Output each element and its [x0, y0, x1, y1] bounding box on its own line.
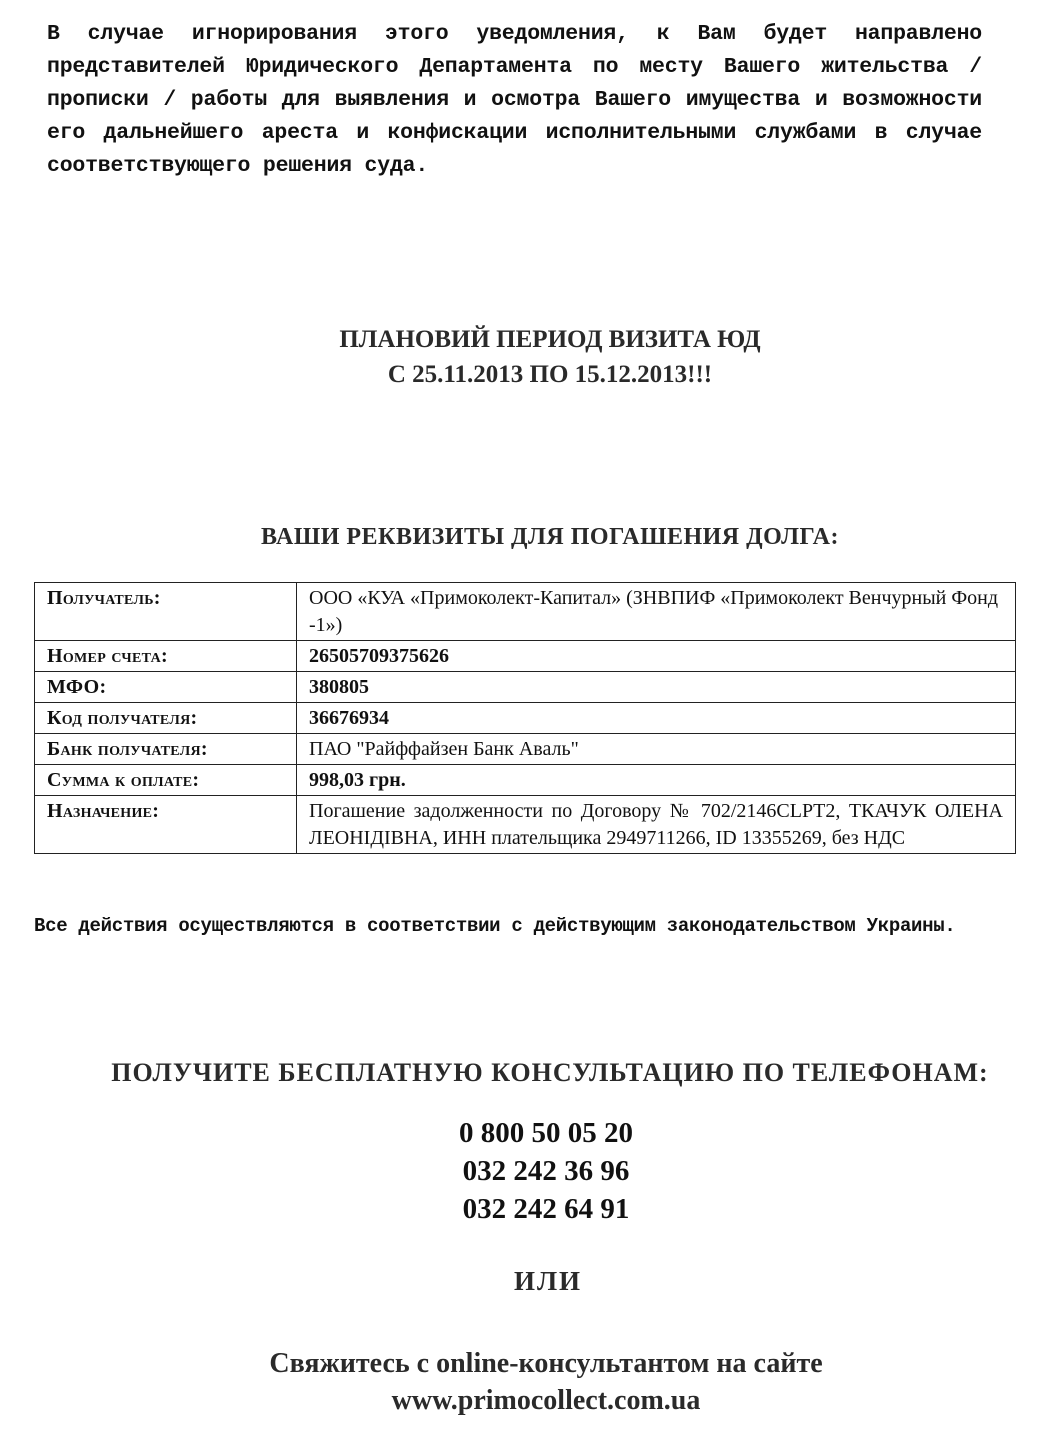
phone-number: 032 242 64 91 — [462, 1193, 630, 1225]
purpose-value: Погашение задолженности по Договору № 702/2146CLPT2, ТКАЧУК ОЛЕНА ЛЕОНІДІВНА, ИНН плательщика 2949711266, ID 13355269, без НДС — [297, 796, 1016, 854]
account-number-label: Номер счета: — [35, 641, 297, 672]
recipient-value: ООО «КУА «Примоколект-Капитал» (ЗНВПИФ «Примоколект Венчурный Фонд -1») — [297, 583, 1016, 641]
table-row — [35, 703, 1016, 734]
recipient-bank-label: Банк получателя: — [35, 734, 297, 765]
mfo-label: МФО: — [35, 672, 297, 703]
recipient-code-label: Код получателя: — [35, 703, 297, 734]
legal-notice: Все действия осуществляются в соответствии с действующим законодательством Украины. — [34, 915, 956, 937]
website-link: www.primocollect.com.ua — [391, 1385, 701, 1416]
table-row — [35, 765, 1016, 796]
recipient-code-value: 36676934 — [297, 703, 1016, 734]
table-row — [35, 641, 1016, 672]
online-consultant — [0, 1345, 1059, 1419]
account-number-value: 26505709375626 — [297, 641, 1016, 672]
mfo-value: 380805 — [297, 672, 1016, 703]
table-row — [35, 583, 1016, 641]
table-row — [35, 796, 1016, 854]
recipient-bank-value: ПАО "Райффайзен Банк Аваль" — [297, 734, 1016, 765]
phone-list — [0, 1114, 1059, 1228]
or-separator: ИЛИ — [513, 1266, 583, 1296]
phone-number: 0 800 50 05 20 — [459, 1117, 633, 1149]
phone-number: 032 242 36 96 — [462, 1155, 630, 1187]
purpose-label: Назначение: — [35, 796, 297, 854]
amount-label: Сумма к оплате: — [35, 765, 297, 796]
table-row — [35, 734, 1016, 765]
visit-period-dates: С 25.11.2013 ПО 15.12.2013!!! — [387, 361, 713, 388]
requisites-heading: ВАШИ РЕКВИЗИТЫ ДЛЯ ПОГАШЕНИЯ ДОЛГА: — [261, 524, 839, 550]
table-row — [35, 672, 1016, 703]
consultation-heading: ПОЛУЧИТЕ БЕСПЛАТНУЮ КОНСУЛЬТАЦИЮ ПО ТЕЛЕФОНАМ: — [111, 1058, 989, 1087]
online-consultant-text: Свяжитесь с online-консультантом на сайте — [269, 1348, 823, 1379]
amount-value: 998,03 грн. — [297, 765, 1016, 796]
requisites-table — [34, 582, 1016, 854]
recipient-label: Получатель: — [35, 583, 297, 641]
visit-period — [0, 322, 1059, 392]
visit-period-title: ПЛАНОВИЙ ПЕРИОД ВИЗИТА ЮД — [339, 326, 761, 353]
warning-paragraph: В случае игнорирования этого уведомления, к Вам будет направлено представителей Юридического Департамента по месту Вашего жительства / прописки / работы для выявления и осмотра Вашего имущества и возможности его дальнейшего ареста и конфискации исполнительными службами в случае соответствующего решения суда. — [47, 22, 982, 178]
